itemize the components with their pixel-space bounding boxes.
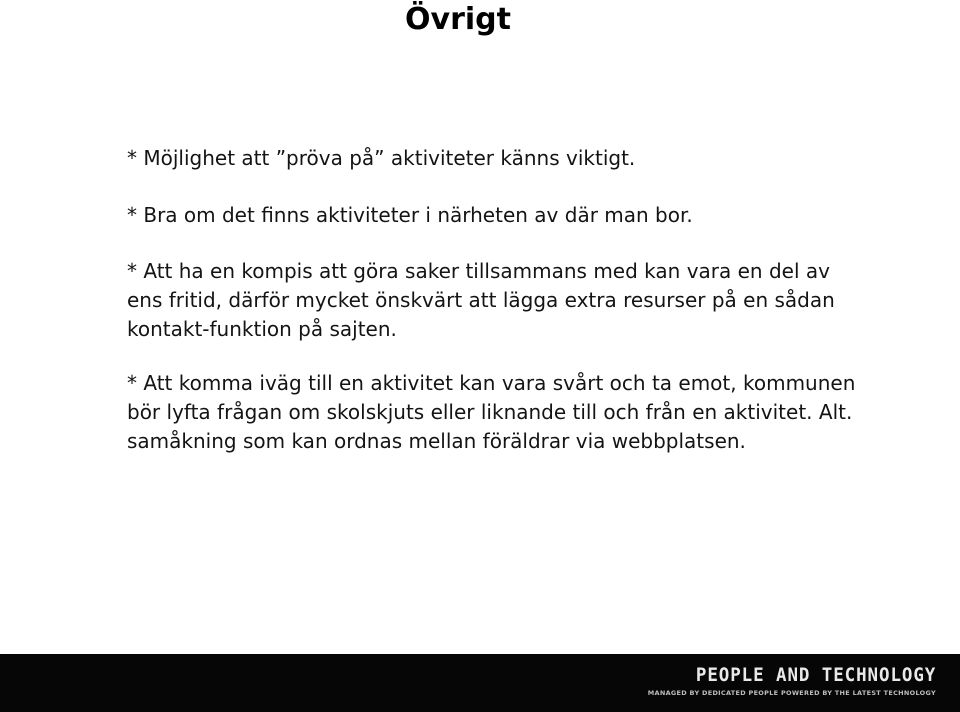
bullet-item: * Att komma iväg till en aktivitet kan vara svårt och ta emot, kommunen bör lyfta frågan om skolskjuts eller liknande till och från en aktivitet. Alt. samåkning som kan ordnas mellan föräldrar via webbplatsen.: [127, 371, 856, 453]
logo-wordmark: PEOPLE AND TECHNOLOGY: [695, 664, 936, 686]
logo-tagline: MANAGED BY DEDICATED PEOPLE POWERED BY THE LATEST TECHNOLOGY: [647, 689, 936, 697]
bullet-item: * Möjlighet att ”pröva på” aktiviteter känns viktigt.: [127, 146, 636, 170]
slide-title: Övrigt: [405, 2, 511, 37]
bullet-item: * Bra om det finns aktiviteter i närheten av där man bor.: [127, 203, 693, 227]
people-and-technology-logo: [636, 662, 936, 704]
footer-bar: [0, 654, 960, 712]
bullet-item: * Att ha en kompis att göra saker tillsammans med kan vara en del av ens fritid, därför mycket önskvärt att lägga extra resurser på en sådan kontakt-funktion på sajten.: [127, 259, 835, 341]
